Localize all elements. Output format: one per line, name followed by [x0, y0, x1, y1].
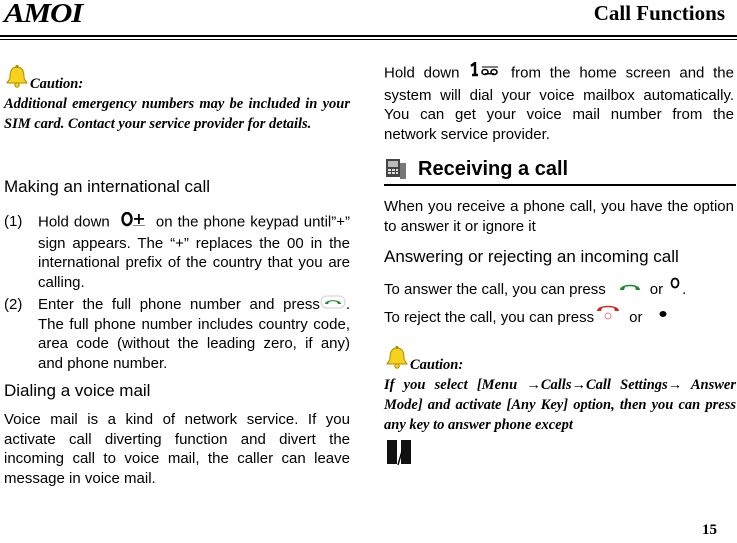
receiving-section-header [384, 157, 736, 181]
reject-text-pre: To reject the call, you can press [384, 308, 595, 326]
zero-plus-key-icon [119, 212, 147, 234]
caution-text: If you select [Menu →Calls→Call Settings→ Answer Mode] and activate [Any Key] option, then you can press any key to answer phone except [384, 377, 736, 433]
bell-icon [384, 345, 410, 369]
center-key-icon [658, 305, 668, 325]
answer-end: . [682, 281, 687, 298]
section-divider [384, 184, 736, 186]
bell-icon [4, 64, 30, 88]
answer-text-pre: To answer the call, you can press [384, 281, 606, 298]
voicemail-hold-paragraph [384, 62, 736, 144]
center-key-icon [669, 275, 681, 295]
voicemail-paragraph: Voice mail is a kind of network service. If you activate call diverting function and divert the incoming call to voice mail, the caller can leave message in voice mail. [4, 411, 350, 487]
receiving-paragraph: When you receive a phone call, you have the option to answer it or ignore it [384, 198, 734, 235]
step-text-post: on the phone keypad until”+” sign appears. The “+” replaces the 00 in the international prefix of the country that you are calling. [38, 213, 350, 291]
caution-text: Additional emergency numbers may be included in your SIM card. Contact your service provider for details. [4, 96, 350, 132]
caution-note-right [384, 345, 736, 473]
phone-section-icon [384, 157, 408, 181]
intl-step-2 [4, 295, 350, 373]
brand-logo: AMOI [4, 0, 83, 28]
step-text-post: . The full phone number includes country code, area code (without the leading zero, if any) and phone number. [38, 296, 350, 372]
hold-text-post: from the home screen and the system will dial your voice mailbox automatically. You can get your voice mail number from the network service provider. [384, 64, 734, 143]
answer-or: or [649, 281, 664, 298]
caution-label: Caution: [30, 76, 84, 92]
green-call-key-icon [320, 295, 346, 315]
receiving-title: Receiving a call [418, 158, 569, 180]
caution-label: Caution: [410, 357, 464, 373]
step-text-pre: Enter the full phone number and press [38, 296, 320, 313]
reject-line [384, 308, 736, 328]
red-end-key-icon [595, 303, 621, 327]
header-divider-thin [0, 39, 737, 40]
hold-text-pre: Hold down [384, 64, 460, 82]
intl-call-heading: Making an international call [4, 177, 211, 196]
step-text-pre: Hold down [38, 213, 110, 231]
step-number: (2) [4, 296, 23, 313]
header-divider [0, 35, 737, 37]
left-column [4, 64, 350, 488]
right-column [384, 62, 736, 473]
voicemail-heading: Dialing a voice mail [4, 381, 151, 401]
reject-or: or [629, 308, 643, 326]
voicemail-1-key-icon [468, 62, 502, 86]
side-keys-icon [384, 437, 736, 473]
answer-line [384, 280, 736, 300]
intl-step-1 [4, 212, 350, 292]
page-number: 15 [702, 522, 717, 538]
step-number: (1) [4, 213, 23, 230]
page-title: Call Functions [593, 1, 725, 25]
green-call-key-icon [618, 280, 642, 300]
answer-reject-heading: Answering or rejecting an incoming call [384, 247, 679, 266]
caution-note [4, 64, 350, 134]
